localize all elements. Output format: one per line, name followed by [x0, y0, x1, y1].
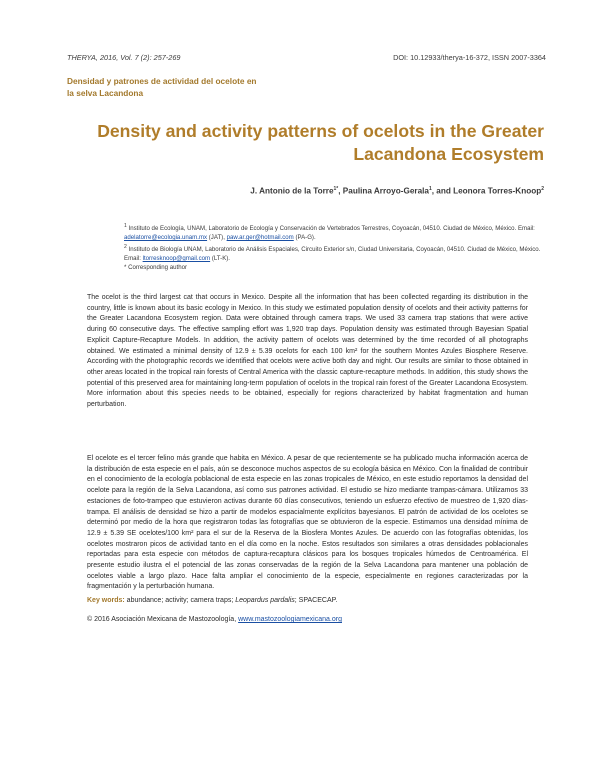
copyright-line: © 2016 Asociación Mexicana de Mastozoología, www.mastozoologiamexicana.org	[87, 616, 342, 623]
page-header	[67, 53, 546, 65]
author-list	[250, 186, 544, 196]
corresponding-author-note: * Corresponding author	[124, 264, 188, 272]
doi-issn: DOI: 10.12933/therya-16-372, ISSN 2007-3364	[393, 53, 546, 62]
abstract-spanish: El ocelote es el tercer felino más grande que habita en México. A pesar de que recientemente se ha publicado mucha información acerca de la distribución de esta especie en el país, aún se desconoce muchos aspectos de su ecología básica en México. Con la finalidad de contribuir en el conocimiento de la ecología poblacional de esta especie en las zonas tropicales de México, en este estudio reportamos la densidad del ocelote para la región de la Selva Lacandona, así como sus patrones actividad. El estudio se hizo mediante trampas-cámara. Utilizamos 33 estaciones de foto-trampeo que estuvieron activas durante 60 días consecutivos, teniendo un esfuerzo efectivo de muestreo de 1,920 días-trampa. El análisis de densidad se hizo a partir de modelos espacialmente explícitos bayesianos. El patrón de actividad de los ocelotes se determinó por medio de la hora que registraron todas las fotografías que se obtuvieron de la especie. Estimamos una densidad mínima de 12.9 ± 5.39 SE ocelotes/100 km² para el sur de la Reserva de la Biosfera Montes Azules. De acuerdo con las fotografías obtenidas, los ocelotes mostraron picos de actividad tanto en el día como en la noche. Estos resultados son similares a otras densidades poblacionales reportadas para esta especie con métodos de captura-recaptura clásicos para los bosques tropicales húmedos de Centroamérica. El presente estudio ilustra el el potencial de las zonas conservadas de la región de la Selva Lacandona para mantener una población de ocelotes viable a largo plazo. Hace falta ampliar el conocimiento de la especie, especialmente en regiones caracterizadas por la fragmentación y la perturbación humana.	[87, 455, 528, 591]
article-title: Density and activity patterns of ocelots in the Greater Lacandona Ecosystem	[97, 121, 544, 164]
running-title: Densidad y patrones de actividad del ocelote en la selva Lacandona	[67, 76, 257, 98]
keywords-label: Key words:	[87, 597, 125, 604]
author-name: , Paulina Arroyo-Gerala	[338, 186, 429, 196]
affiliation-2: $^2$ Instituto de Biología UNAM, Laboratorio de Análisis Espaciales, Circuito Exterior s/n, Ciudad Universitaria, Coyoacán, 04510. Ciudad de México, México. Email: ltorresknoop@gmail.com (LT-K).	[124, 243, 541, 262]
species-name: Leopardus pardalis	[235, 597, 295, 604]
keywords: Key words: abundance; activity; camera traps; Leopardus pardalis; SPACECAP.	[87, 597, 338, 604]
society-website-link[interactable]: www.mastozoologiamexicana.org	[238, 616, 342, 623]
email-link[interactable]: adelatorre@ecologia.unam.mx	[124, 234, 208, 242]
author-name: J. Antonio de la Torre	[250, 186, 334, 196]
abstract-english: The ocelot is the third largest cat that occurs in Mexico. Despite all the information that has been collected regarding its distribution in the country, little is known about its basic ecology in Mexico. In this study we estimated population density of ocelots and their activity patterns for the Greater Lacandona Ecosystem region. Data were obtained through camera traps. We used 33 camera trap stations that were active during 60 consecutive days. The effective sampling effort was 1,920 trap days. Population density was estimated through Bayesian Spatial Explicit Capture-Recapture Models. In addition, the activity pattern of ocelots was determined by the time recorded of all photographs obtained. We estimated a minimal density of 12.9 ± 5.39 ocelots for each 100 km² for the southern Montes Azules Biosphere Reserve. According with the photographic records we identified that ocelots were active both day and night. Our results are similar to those obtained in other areas located in the tropical rain forests of Central America with the classic capture-recapture methods. In addition, this study shows the potential of this preserved area for maintaining long-term population of ocelots in the tropical rain forest of the Greater Lacandona Ecosystem. More information about this species needs to be obtained, especially for regions characterized by habitat fragmentation and human perturbation.	[87, 294, 528, 409]
email-link[interactable]: ltorresknoop@gmail.com	[142, 254, 211, 262]
author-affiliation-mark: 1*	[333, 186, 339, 192]
journal-citation: THERYA, 2016, Vol. 7 (2): 257-269	[67, 53, 181, 62]
author-affiliation-mark: 1	[428, 186, 432, 192]
author-affiliation-mark: 2	[541, 186, 544, 192]
affiliation-1: $^1$ Instituto de Ecología, UNAM, Laboratorio de Ecología y Conservación de Vertebrados Terrestres, Coyoacán, 04510. Ciudad de México, México. Email: adelatorre@ecologia.unam.mx (JAT), paw.ar.ger@hotmail.com (PA-G).	[124, 223, 535, 242]
email-link[interactable]: paw.ar.ger@hotmail.com	[226, 234, 294, 242]
affiliations	[124, 222, 549, 273]
author-name: , and Leonora Torres-Knoop	[431, 186, 542, 196]
